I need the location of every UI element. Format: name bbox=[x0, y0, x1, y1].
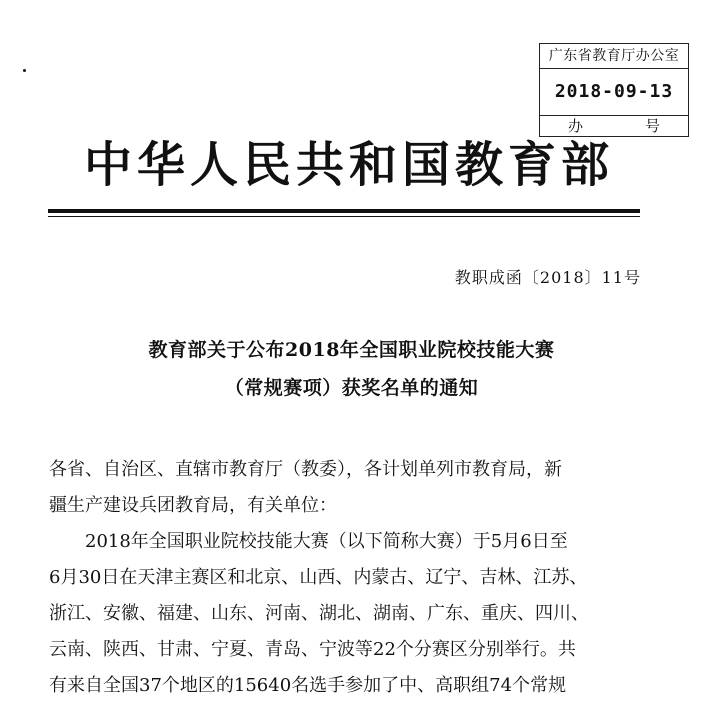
document-number: 教职成函〔2018〕11号 bbox=[454, 268, 641, 287]
document-title bbox=[0, 331, 703, 407]
margin-dot bbox=[23, 69, 26, 72]
stamp-number-left: 办 bbox=[568, 117, 584, 135]
masthead: 中华人民共和国教育部 bbox=[84, 137, 615, 193]
title-line-2: （常规赛项）获奖名单的通知 bbox=[224, 377, 479, 399]
title-line-1: 教育部关于公布2018年全国职业院校技能大赛 bbox=[148, 339, 555, 361]
document-body bbox=[49, 452, 643, 704]
body-line: 6月30日在天津主赛区和北京、山西、内蒙古、辽宁、吉林、江苏、 bbox=[49, 567, 588, 588]
body-line: 各省、自治区、直辖市教育厅（教委），各计划单列市教育局，新 bbox=[49, 459, 562, 480]
body-line: 云南、陕西、甘肃、宁夏、青岛、宁波等22个分赛区分别举行。共 bbox=[49, 639, 576, 660]
receipt-stamp bbox=[539, 43, 689, 137]
masthead-rule-thick bbox=[48, 209, 640, 213]
stamp-date: 2018-09-13 bbox=[540, 69, 688, 116]
stamp-office-name: 广东省教育厅办公室 bbox=[540, 44, 688, 69]
stamp-number-right: 号 bbox=[644, 117, 660, 135]
body-line: 有来自全国37个地区的15640名选手参加了中、高职组74个常规 bbox=[49, 675, 567, 696]
body-line: 浙江、安徽、福建、山东、河南、湖北、湖南、广东、重庆、四川、 bbox=[49, 603, 589, 624]
masthead-rule-thin bbox=[48, 216, 640, 217]
body-line: 疆生产建设兵团教育局，有关单位： bbox=[49, 495, 337, 516]
body-line: 2018年全国职业院校技能大赛（以下简称大赛）于5月6日至 bbox=[85, 531, 568, 552]
